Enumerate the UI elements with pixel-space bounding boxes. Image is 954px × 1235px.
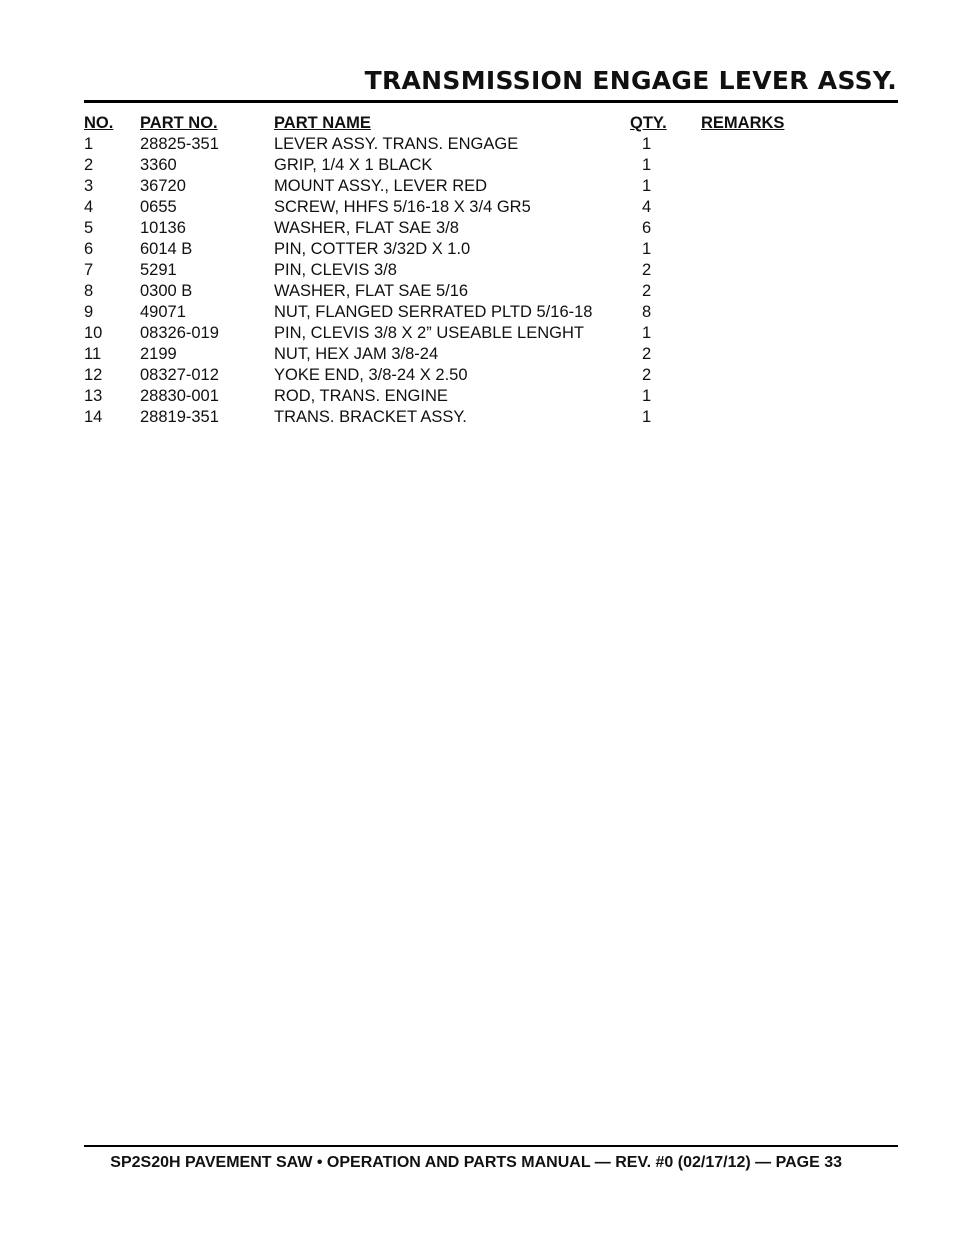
cell-qty: 1 — [642, 177, 652, 195]
table-row — [84, 134, 821, 155]
cell-no: 14 — [84, 408, 103, 426]
parts-table-body — [84, 134, 821, 428]
cell-no: 6 — [84, 240, 94, 258]
cell-remarks — [701, 407, 821, 428]
cell-part-name: MOUNT ASSY., LEVER RED — [274, 177, 488, 195]
cell-qty: 1 — [642, 324, 652, 342]
cell-qty: 2 — [642, 345, 652, 363]
cell-remarks — [701, 260, 821, 281]
cell-no: 10 — [84, 324, 103, 342]
page-footer: SP2S20H PAVEMENT SAW • OPERATION AND PARTS MANUAL — REV. #0 (02/17/12) — PAGE 33 — [110, 1154, 842, 1171]
cell-part-no: 49071 — [140, 303, 186, 321]
header-rule — [84, 100, 898, 103]
cell-part-name: NUT, FLANGED SERRATED PLTD 5/16-18 — [274, 303, 593, 321]
cell-part-no: 2199 — [140, 345, 177, 363]
cell-part-no: 5291 — [140, 261, 177, 279]
cell-no: 2 — [84, 156, 94, 174]
table-row — [84, 302, 821, 323]
column-header-qty: QTY. — [630, 114, 667, 132]
cell-qty: 1 — [642, 387, 652, 405]
cell-part-name: LEVER ASSY. TRANS. ENGAGE — [274, 135, 519, 153]
cell-part-name: WASHER, FLAT SAE 5/16 — [274, 282, 469, 300]
cell-qty: 6 — [642, 219, 652, 237]
cell-no: 11 — [84, 345, 102, 363]
cell-no: 3 — [84, 177, 94, 195]
table-row — [84, 197, 821, 218]
cell-qty: 1 — [642, 240, 652, 258]
cell-no: 5 — [84, 219, 94, 237]
cell-part-no: 10136 — [140, 219, 186, 237]
cell-remarks — [701, 323, 821, 344]
cell-part-no: 28825-351 — [140, 135, 219, 153]
cell-remarks — [701, 365, 821, 386]
cell-part-no: 0300 B — [140, 282, 193, 300]
cell-qty: 1 — [642, 156, 652, 174]
cell-part-name: ROD, TRANS. ENGINE — [274, 387, 448, 405]
cell-part-no: 28819-351 — [140, 408, 219, 426]
cell-no: 1 — [84, 135, 94, 153]
cell-no: 12 — [84, 366, 103, 384]
footer-rule — [84, 1145, 898, 1147]
cell-remarks — [701, 197, 821, 218]
table-row — [84, 386, 821, 407]
column-header-no: NO. — [84, 114, 114, 132]
cell-qty: 2 — [642, 261, 652, 279]
table-row — [84, 260, 821, 281]
cell-part-no: 6014 B — [140, 240, 193, 258]
table-row — [84, 407, 821, 428]
cell-part-no: 0655 — [140, 198, 177, 216]
cell-qty: 8 — [642, 303, 652, 321]
cell-remarks — [701, 155, 821, 176]
parts-list-table — [84, 113, 821, 428]
cell-qty: 1 — [642, 135, 652, 153]
table-row — [84, 281, 821, 302]
cell-remarks — [701, 176, 821, 197]
table-row — [84, 239, 821, 260]
table-row — [84, 344, 821, 365]
cell-qty: 2 — [642, 366, 652, 384]
cell-part-name: PIN, CLEVIS 3/8 — [274, 261, 397, 279]
cell-part-no: 36720 — [140, 177, 186, 195]
cell-remarks — [701, 218, 821, 239]
column-header-part-no: PART NO. — [140, 114, 218, 132]
cell-remarks — [701, 134, 821, 155]
cell-remarks — [701, 302, 821, 323]
table-row — [84, 155, 821, 176]
cell-remarks — [701, 344, 821, 365]
cell-qty: 4 — [642, 198, 652, 216]
cell-part-name: PIN, CLEVIS 3/8 X 2” USEABLE LENGHT — [274, 324, 584, 342]
table-row — [84, 365, 821, 386]
cell-part-name: SCREW, HHFS 5/16-18 X 3/4 GR5 — [274, 198, 531, 216]
cell-part-no: 28830-001 — [140, 387, 219, 405]
table-header-row — [84, 113, 821, 134]
cell-remarks — [701, 386, 821, 407]
cell-part-no: 3360 — [140, 156, 177, 174]
cell-part-name: YOKE END, 3/8-24 X 2.50 — [274, 366, 468, 384]
cell-no: 8 — [84, 282, 94, 300]
cell-part-no: 08326-019 — [140, 324, 219, 342]
cell-no: 13 — [84, 387, 103, 405]
cell-remarks — [701, 281, 821, 302]
cell-part-name: WASHER, FLAT SAE 3/8 — [274, 219, 459, 237]
cell-qty: 1 — [642, 408, 652, 426]
cell-no: 4 — [84, 198, 94, 216]
cell-part-name: GRIP, 1/4 X 1 BLACK — [274, 156, 433, 174]
cell-part-no: 08327-012 — [140, 366, 219, 384]
column-header-remarks: REMARKS — [701, 114, 785, 132]
cell-no: 7 — [84, 261, 94, 279]
cell-part-name: TRANS. BRACKET ASSY. — [274, 408, 467, 426]
table-row — [84, 218, 821, 239]
cell-qty: 2 — [642, 282, 652, 300]
cell-part-name: NUT, HEX JAM 3/8-24 — [274, 345, 439, 363]
column-header-part-name: PART NAME — [274, 114, 371, 132]
cell-no: 9 — [84, 303, 94, 321]
page-title: TRANSMISSION ENGAGE LEVER ASSY. — [364, 66, 897, 95]
cell-remarks — [701, 239, 821, 260]
table-row — [84, 323, 821, 344]
table-row — [84, 176, 821, 197]
cell-part-name: PIN, COTTER 3/32D X 1.0 — [274, 240, 471, 258]
